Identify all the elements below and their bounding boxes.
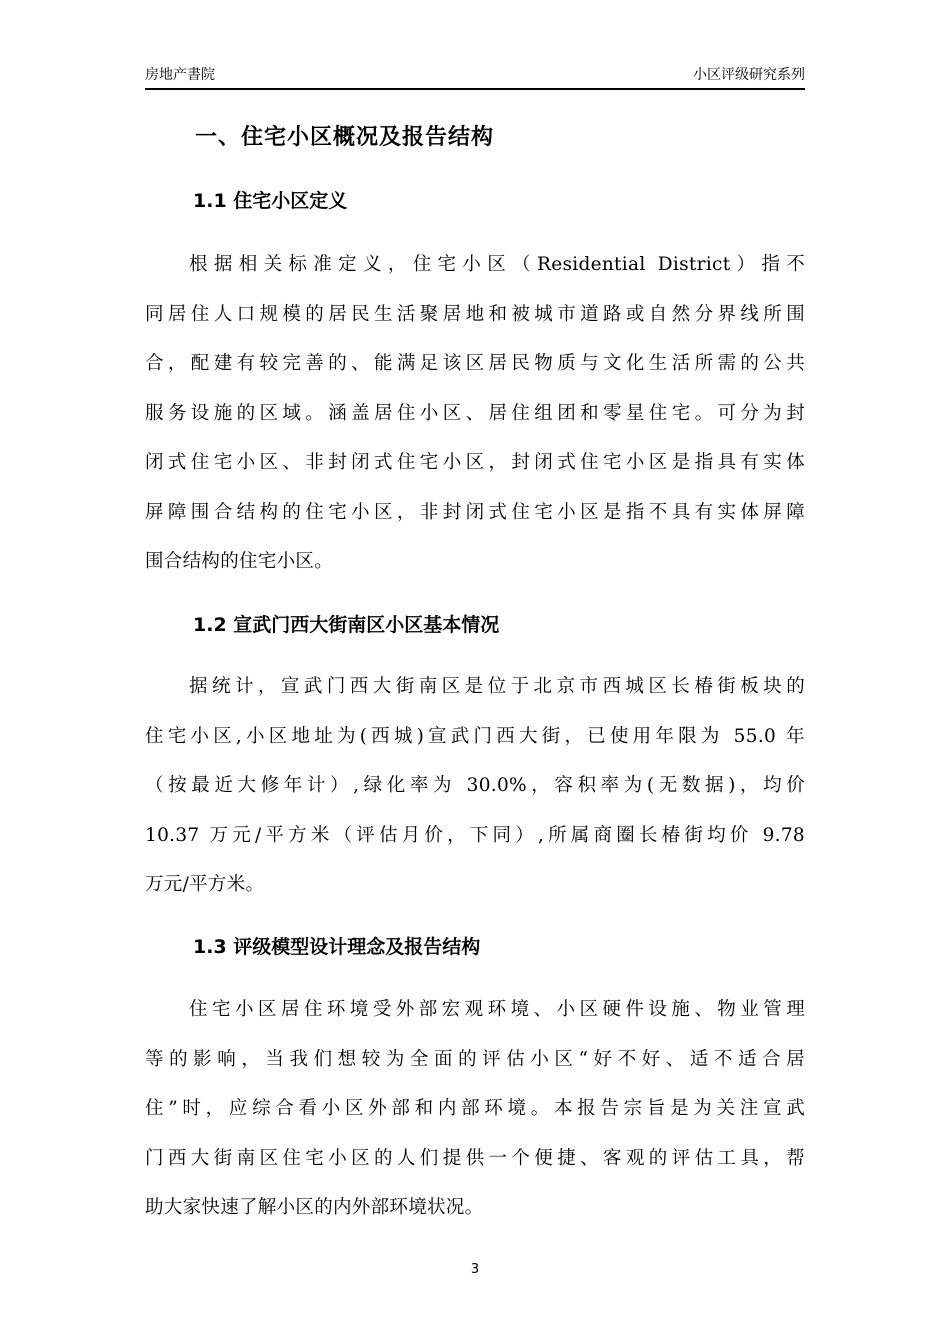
paragraph-line: 住宅小区居住环境受外部宏观环境、小区硬件设施、物业管理 [189, 999, 805, 1020]
paragraph-line: 同居住人口规模的居民生活聚居地和被城市道路或自然分界线所围 [145, 303, 805, 325]
paragraph-line: 根据相关标准定义，住宅小区（Residential District）指不 [189, 254, 805, 275]
section-1-2-paragraph [145, 662, 805, 910]
chapter-title: 一、住宅小区概况及报告结构 [195, 125, 495, 150]
paragraph-line: 住”时，应综合看小区外部和内部环境。本报告宗旨是为关注宣武 [145, 1098, 805, 1119]
page-header [145, 64, 805, 90]
section-1-1-paragraph [145, 240, 805, 587]
section-title-1-3: 1.3 评级模型设计理念及报告结构 [193, 936, 481, 958]
paragraph-line: 10.37 万元/平方米（评估月价，下同）,所属商圈长椿街均价 9.78 [145, 824, 805, 846]
header-publisher: 房地产書院 [145, 67, 215, 83]
paragraph-line: 住宅小区,小区地址为(西城)宣武门西大街，已使用年限为 55.0 年 [145, 725, 805, 747]
paragraph-line: 等的影响，当我们想较为全面的评估小区“好不好、适不适合居 [145, 1048, 805, 1070]
paragraph-line: 门西大街南区住宅小区的人们提供一个便捷、客观的评估工具，帮 [145, 1147, 805, 1169]
paragraph-line: 助大家快速了解小区的内外部环境状况。 [145, 1197, 484, 1218]
paragraph-line: 服务设施的区域。涵盖居住小区、居住组团和零星住宅。可分为封 [145, 402, 805, 424]
paragraph-line: 闭式住宅小区、非封闭式住宅小区，封闭式住宅小区是指具有实体 [145, 452, 805, 473]
page-number: 3 [470, 1262, 480, 1277]
paragraph-line: 据统计，宣武门西大街南区是位于北京市西城区长椿街板块的 [189, 676, 805, 697]
paragraph-line: 合，配建有较完善的、能满足该区居民物质与文化生活所需的公共 [145, 353, 805, 374]
section-1-3-paragraph [145, 985, 805, 1233]
paragraph-line: 围合结构的住宅小区。 [145, 551, 334, 572]
section-title-1-2: 1.2 宣武门西大街南区小区基本情况 [193, 614, 500, 636]
paragraph-line: 万元/平方米。 [145, 874, 265, 895]
paragraph-line: 屏障围合结构的住宅小区，非封闭式住宅小区是指不具有实体屏障 [145, 501, 805, 523]
section-title-1-1: 1.1 住宅小区定义 [193, 190, 348, 212]
paragraph-line: （按最近大修年计）,绿化率为 30.0%，容积率为(无数据)，均价 [145, 775, 805, 796]
header-series: 小区评级研究系列 [693, 67, 805, 83]
